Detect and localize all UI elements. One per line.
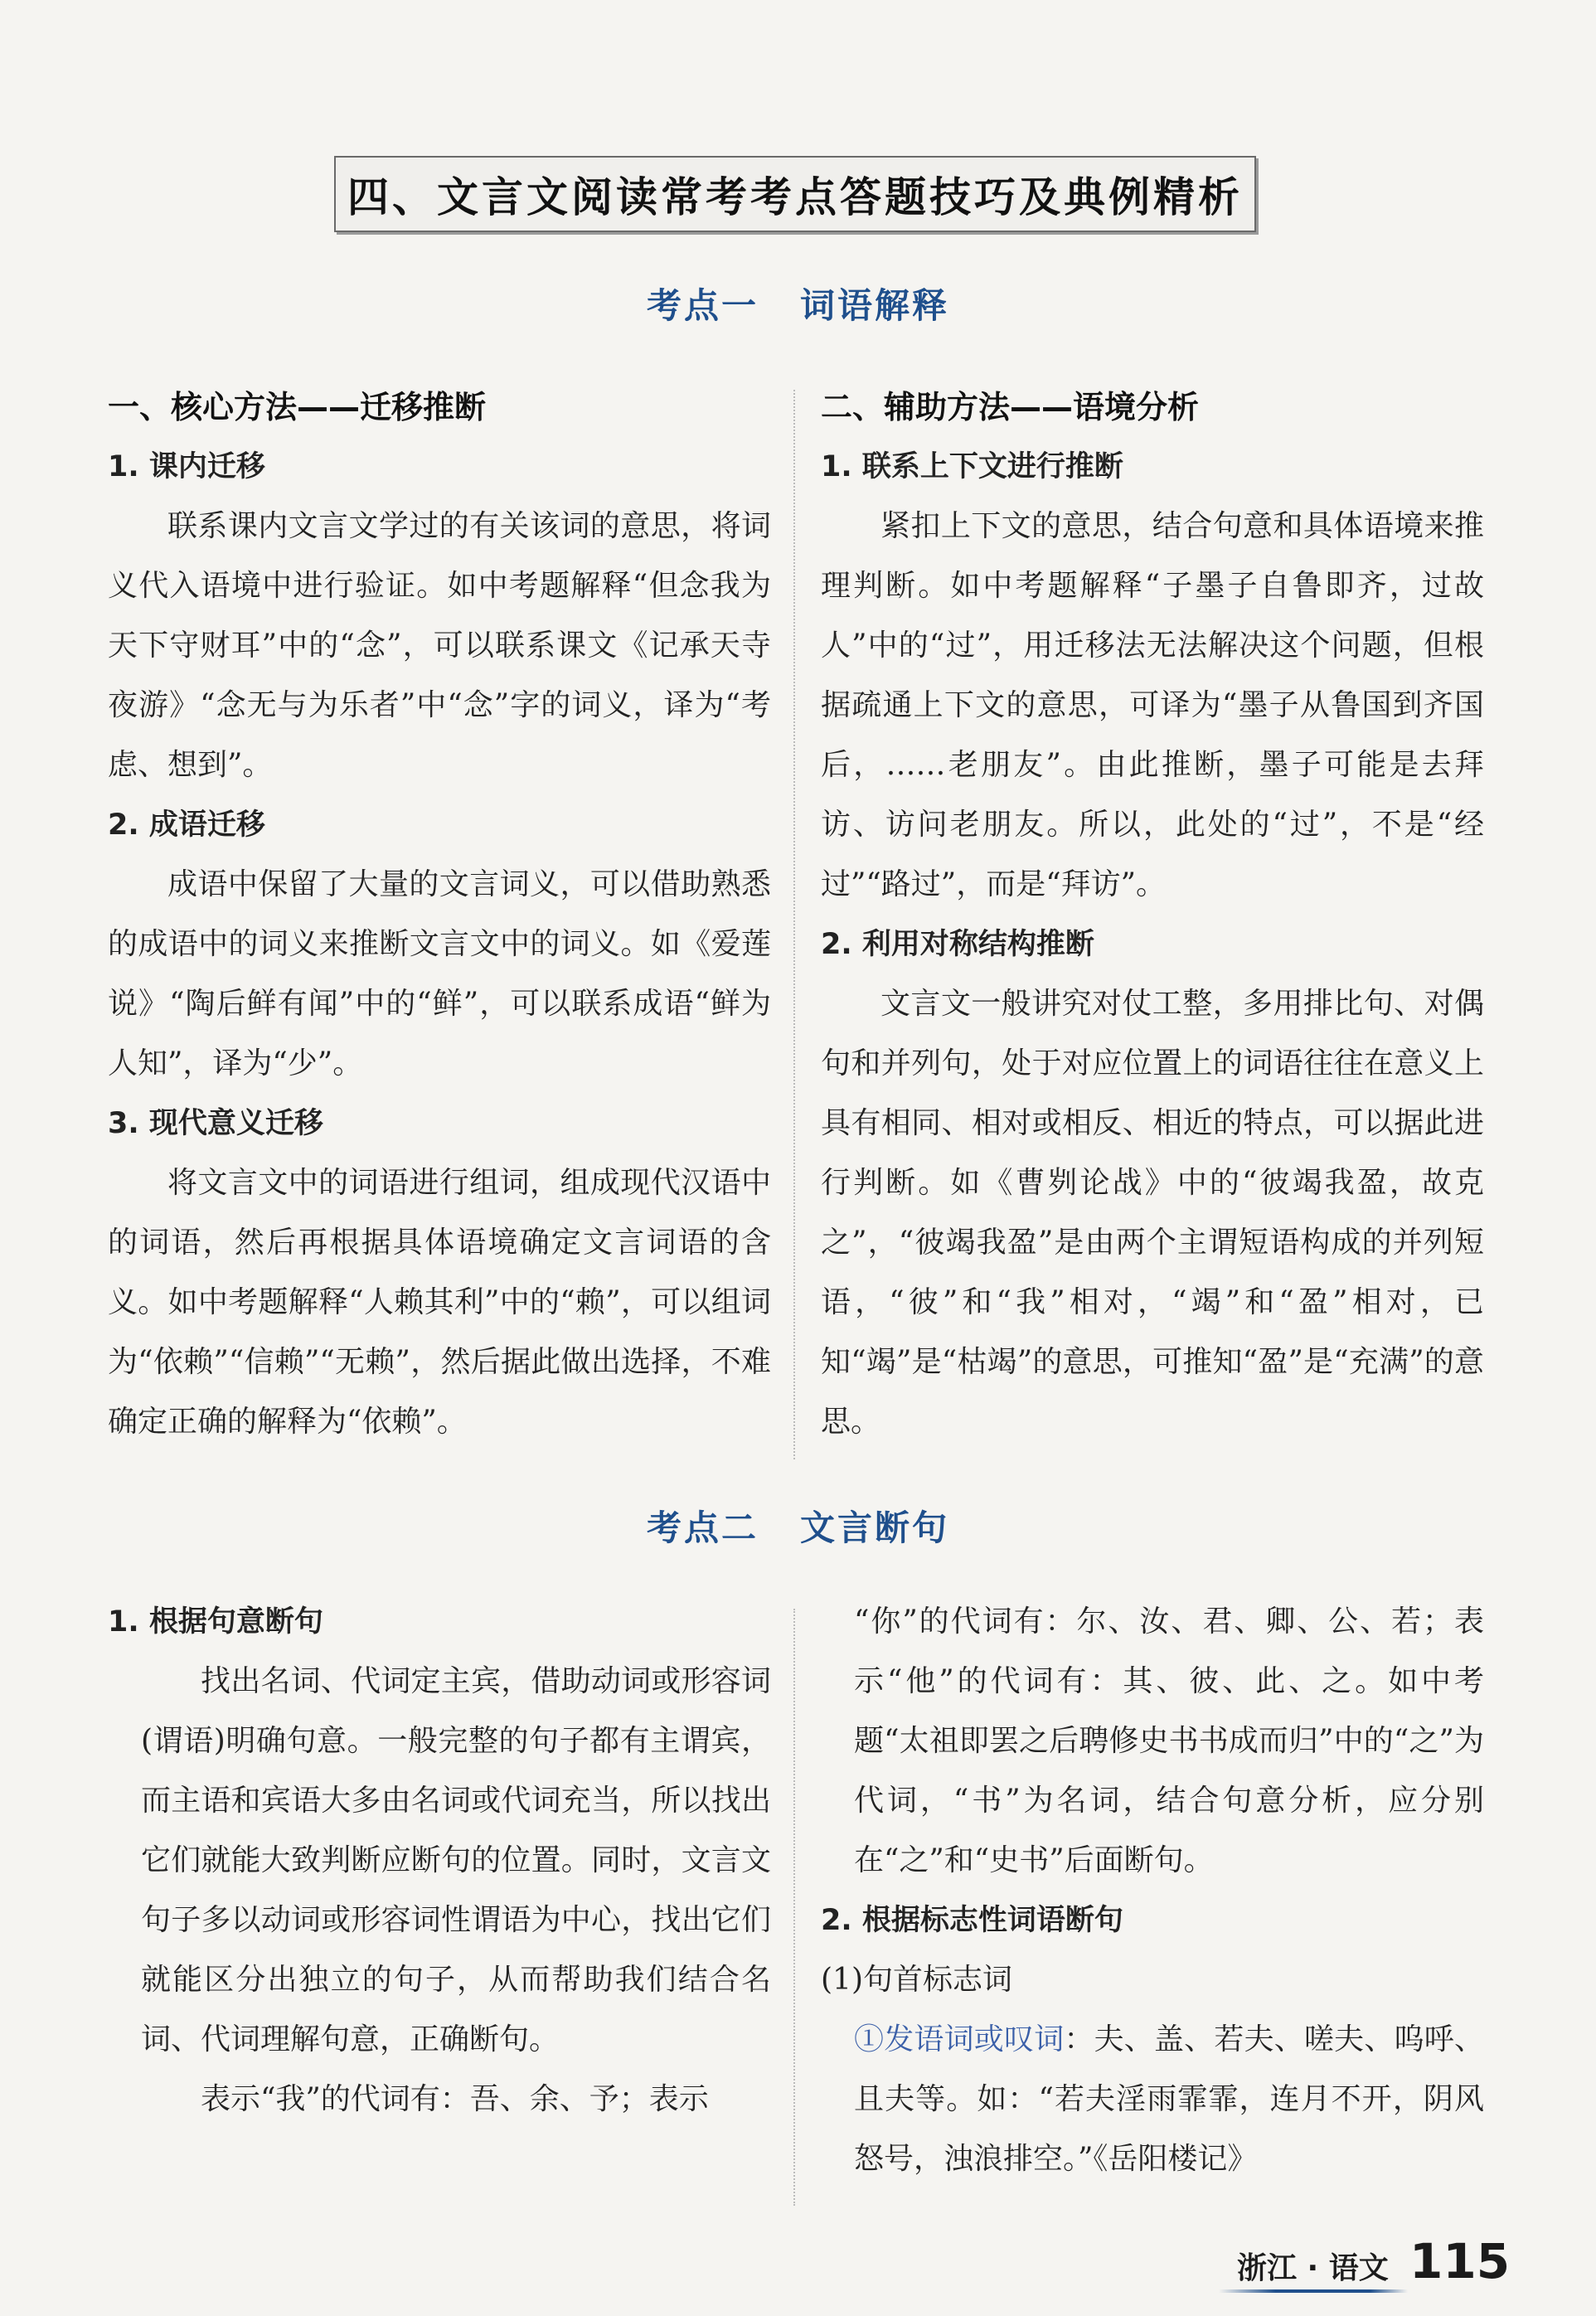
paragraph: 找出名词、代词定主宾，借助动词或形容词(谓语)明确句意。一般完整的句子都有主谓宾，而主语和宾语大多由名词或代词充当，所以找出它们就能大致判断应断句的位置。同时，文言文句子多以动词或形容词性谓语为中心，找出它们就能区分出独立的句子，从而帮助我们结合名词、代词理解句意，正确断句。 (141, 1664, 771, 2056)
subheading-3: 3. 现代意义迁移 (108, 1107, 323, 1140)
column-divider (793, 390, 795, 1459)
sub-subheading: (1)句首标志词 (821, 1963, 1012, 1997)
subheading-2: 2. 成语迁移 (108, 808, 265, 842)
subheading-1: 1. 课内迁移 (108, 450, 265, 483)
kaodian2-right-column (821, 1592, 1484, 2189)
page-footer (1219, 2233, 1511, 2299)
paragraph: “你”的代词有：尔、汝、君、卿、公、若；表示“他”的代词有：其、彼、此、之。如中考题“太祖即罢之后聘修史书书成而归”中的“之”为代词，“书”为名词，结合句意分析，应分别在“之”和“史书”后面断句。 (854, 1605, 1484, 1877)
page-title: 四、文言文阅读常考考点答题技巧及典例精析 (334, 156, 1256, 232)
paragraph: 表示“我”的代词有：吾、余、予；表示 (201, 2082, 709, 2116)
column-divider (793, 1609, 795, 2206)
kaodian1-right-column (821, 377, 1484, 1452)
section-heading-kaodian2 (0, 1501, 1596, 1551)
footer-region: 浙江 · 语文 (1237, 2251, 1389, 2285)
paragraph: 联系课内文言文学过的有关该词的意思，将词义代入语境中进行验证。如中考题解释“但念我为天下守财耳”中的“念”，可以联系课文《记承天寺夜游》“念无与为乐者”中“念”字的词义，译为“考虑、想到”。 (108, 509, 771, 782)
subheading-2: 2. 根据标志性词语断句 (821, 1904, 1123, 1937)
core-method-heading: 一、核心方法——迁移推断 (108, 389, 487, 425)
item-number: ① (854, 2022, 885, 2056)
subheading-1: 1. 联系上下文进行推断 (821, 450, 1123, 483)
kaodian1-left-column (108, 377, 771, 1452)
paragraph: 将文言文中的词语进行组词，组成现代汉语中的词语，然后再根据具体语境确定文言词语的含义。如中考题解释“人赖其利”中的“赖”，可以组词为“依赖”“信赖”“无赖”，然后据此做出选择，不难确定正确的解释为“依赖”。 (108, 1166, 771, 1439)
page-number: 115 (1409, 2233, 1511, 2289)
item-label: 发语词或叹词 (884, 2022, 1065, 2056)
section-heading-kaodian1 (0, 279, 1596, 328)
footer-underline (1219, 2289, 1408, 2293)
kaodian2-left-column (108, 1592, 771, 2129)
list-item (821, 2010, 1484, 2189)
kaodian1-label: 考点一 (646, 285, 759, 326)
aux-method-heading: 二、辅助方法——语境分析 (821, 389, 1200, 425)
item-body: ：夫、盖、若夫、嗟夫、呜呼、且夫等。如：“若夫淫雨霏霏，连月不开，阴风怒号，浊浪排空。”《岳阳楼记》 (854, 2022, 1484, 2176)
paragraph: 文言文一般讲究对仗工整，多用排比句、对偶句和并列句，处于对应位置上的词语往往在意义上具有相同、相对或相反、相近的特点，可以据此进行判断。如《曹刿论战》中的“彼竭我盈，故克之”，“彼竭我盈”是由两个主谓短语构成的并列短语，“彼”和“我”相对，“竭”和“盈”相对，已知“竭”是“枯竭”的意思，可推知“盈”是“充满”的意思。 (821, 987, 1484, 1439)
subheading-1: 1. 根据句意断句 (108, 1605, 323, 1639)
kaodian2-label: 考点二 (646, 1508, 759, 1548)
subheading-2: 2. 利用对称结构推断 (821, 928, 1094, 961)
paragraph: 成语中保留了大量的文言词义，可以借助熟悉的成语中的词义来推断文言文中的词义。如《爱莲说》“陶后鲜有闻”中的“鲜”，可以联系成语“鲜为人知”，译为“少”。 (108, 867, 771, 1080)
kaodian2-name: 文言断句 (800, 1508, 950, 1548)
paragraph: 紧扣上下文的意思，结合句意和具体语境来推理判断。如中考题解释“子墨子自鲁即齐，过故人”中的“过”，用迁移法无法解决这个问题，但根据疏通上下文的意思，可译为“墨子从鲁国到齐国后，……老朋友”。由此推断，墨子可能是去拜访、访问老朋友。所以，此处的“过”，不是“经过”“路过”，而是“拜访”。 (821, 509, 1484, 901)
kaodian1-name: 词语解释 (800, 285, 950, 326)
